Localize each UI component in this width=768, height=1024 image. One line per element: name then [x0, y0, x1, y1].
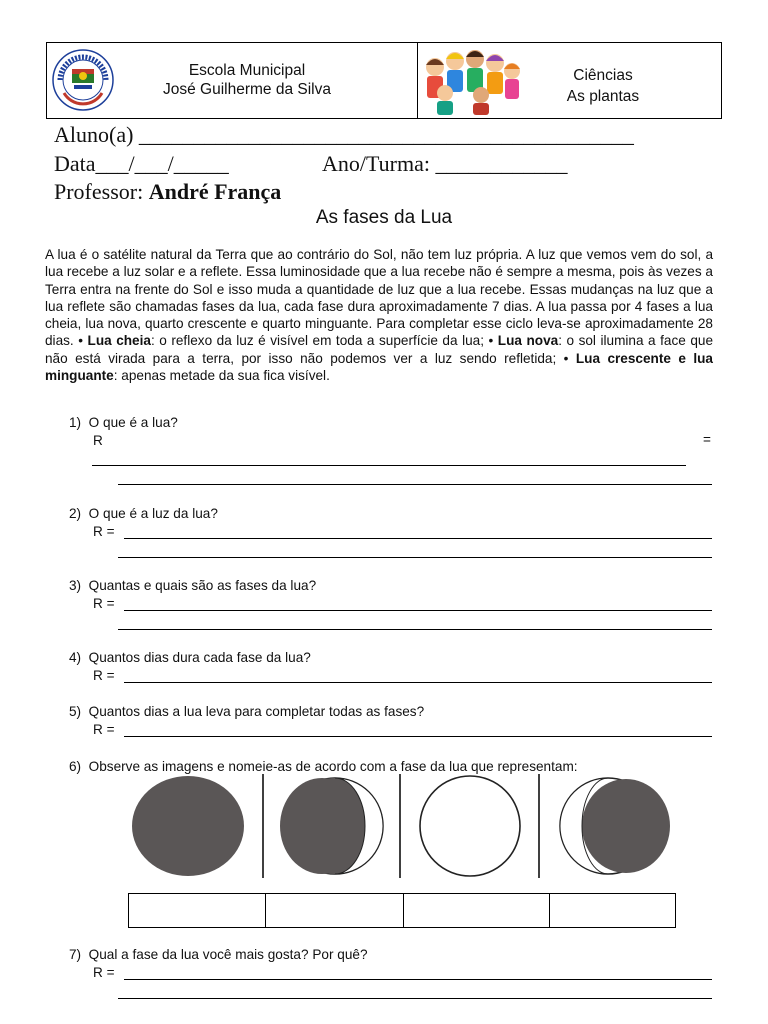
- para-text-4: : apenas metade da sua fica visível.: [113, 368, 330, 384]
- para-bold-crescente-minguante: Lua crescente e lua minguante: [45, 350, 713, 384]
- teacher-name: André França: [148, 179, 282, 204]
- question-number: 7): [69, 947, 82, 962]
- answer-line[interactable]: [118, 998, 712, 999]
- question-text: O que é a lua?: [88, 415, 178, 430]
- intro-paragraph: [45, 246, 713, 384]
- question-text: Quantas e quais são as fases da lua?: [88, 578, 317, 593]
- answer-line[interactable]: [124, 610, 712, 611]
- para-text-2: : o reflexo da luz é visível em toda a superfície da lua; •: [150, 333, 498, 349]
- para-text-1: A lua é o satélite natural da Terra que ao contrário do Sol, não tem luz própria. A luz que vemos vem do sol, a lua recebe a luz solar e a reflete. Essa luminosidade que a lua recebe não é sempre a mesma, pois às vezes a Terra entra na frente do Sol e isso muda a quantidade de luz que a lua recebe. Essas mudanças na luz que a lua reflete são chamadas fases da lua, cada fase dura aproximadamente 7 dias. A lua passa por 4 fases a lua cheia, lua nova, quarto crescente e quarto minguante. Para completar esse ciclo leva-se aproximadamente 28 dias. •: [45, 247, 713, 349]
- moon-name-box-4[interactable]: [550, 894, 675, 927]
- answer-line[interactable]: [124, 682, 712, 683]
- question-number: 5): [69, 704, 82, 719]
- question-text: Observe as imagens e nomeie-as de acordo com a fase da lua que representam:: [88, 759, 578, 774]
- answer-label-1: R: [93, 433, 103, 448]
- school-name: [147, 61, 347, 99]
- para-bold-lua-nova: Lua nova: [497, 333, 559, 349]
- question-number: 6): [69, 759, 82, 774]
- question-3: [69, 577, 316, 594]
- answer-line[interactable]: [118, 557, 712, 558]
- topic-name: As plantas: [566, 88, 640, 105]
- question-text: Quantos dias dura cada fase da lua?: [88, 650, 311, 665]
- answer-line[interactable]: [118, 629, 712, 630]
- question-text: Quantos dias a lua leva para completar todas as fases?: [88, 704, 425, 719]
- answer-line[interactable]: [92, 465, 686, 466]
- question-7: [69, 946, 368, 963]
- school-cell: [47, 43, 418, 118]
- question-number: 1): [69, 415, 82, 430]
- moon-crescent-icon: [280, 778, 383, 874]
- question-2: [69, 505, 218, 522]
- answer-label-3: R =: [93, 596, 115, 611]
- teacher-field: [54, 179, 281, 205]
- question-1: [69, 414, 178, 431]
- answer-line[interactable]: [124, 538, 712, 539]
- answer-equals-1: =: [703, 432, 711, 447]
- answer-label-7: R =: [93, 965, 115, 980]
- school-line2: José Guilherme da Silva: [163, 81, 331, 98]
- para-bold-lua-cheia: Lua cheia: [87, 333, 151, 349]
- page-title: As fases da Lua: [315, 207, 453, 228]
- answer-label-2: R =: [93, 524, 115, 539]
- children-illustration-icon: [417, 45, 525, 117]
- para-text-3: : o sol ilumina a face que não está virada para a terra, por isso não podemos ver a luz sendo refletida; •: [45, 333, 714, 366]
- header-table: [46, 42, 722, 119]
- subject-name: Ciências: [573, 67, 633, 84]
- moon-waning-icon: [560, 778, 670, 874]
- school-seal-icon: [52, 49, 114, 111]
- answer-label-5: R =: [93, 722, 115, 737]
- teacher-label: Professor:: [54, 179, 149, 204]
- moon-name-box-3[interactable]: [404, 894, 550, 927]
- question-number: 4): [69, 650, 82, 665]
- question-number: 2): [69, 506, 82, 521]
- answer-line[interactable]: [124, 736, 712, 737]
- school-line1: Escola Municipal: [188, 62, 306, 79]
- question-5: [69, 703, 424, 720]
- answer-line[interactable]: [118, 484, 712, 485]
- moon-names-grid: [128, 893, 676, 928]
- moon-full-dark-icon: [132, 776, 244, 876]
- subject-cell: [417, 43, 721, 118]
- question-text: Qual a fase da lua você mais gosta? Por quê?: [88, 947, 368, 962]
- answer-line[interactable]: [124, 979, 712, 980]
- class-field[interactable]: Ano/Turma: ____________: [322, 151, 568, 176]
- subject-label: [537, 65, 669, 107]
- date-field[interactable]: Data___/___/_____: [54, 151, 229, 176]
- moon-name-box-2[interactable]: [266, 894, 404, 927]
- answer-label-4: R =: [93, 668, 115, 683]
- question-4: [69, 649, 311, 666]
- moon-new-icon: [420, 776, 520, 876]
- question-text: O que é a luz da lua?: [88, 506, 218, 521]
- moon-name-box-1[interactable]: [129, 894, 266, 927]
- question-number: 3): [69, 578, 82, 593]
- moon-phases-figure: [130, 772, 675, 882]
- student-name-field[interactable]: Aluno(a) _____________________________________________: [54, 122, 634, 147]
